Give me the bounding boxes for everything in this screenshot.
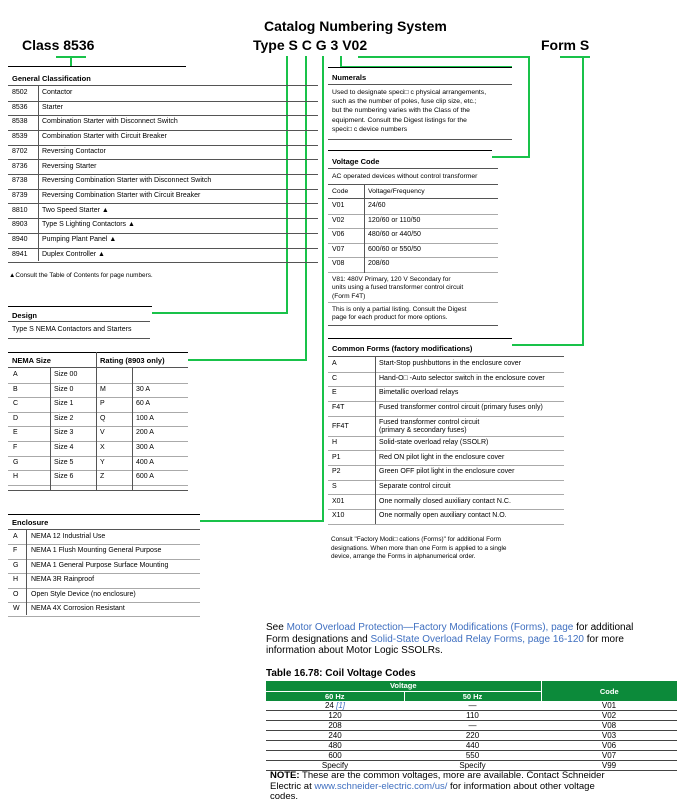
- general-note: ▲Consult the Table of Contents for page numbers.: [9, 272, 153, 279]
- rating-value: 30 A: [136, 385, 151, 393]
- coil-code-head: Code: [541, 681, 677, 701]
- class-desc: Pumping Plant Panel ▲: [42, 236, 117, 243]
- voltage-value: 120/60 or 110/50: [368, 216, 421, 224]
- row-divider: [328, 416, 564, 417]
- row-divider: [328, 436, 564, 437]
- row-divider: [328, 509, 564, 510]
- enclosure-top-rule: [8, 514, 200, 515]
- nema-code: F: [13, 444, 18, 451]
- schneider-website-link[interactable]: www.schneider-electric.com/us/: [314, 780, 448, 792]
- coil-50hz: 440: [404, 741, 541, 751]
- row-divider: [328, 272, 498, 273]
- enclosure-desc: NEMA 4X Corrosion Resistant: [31, 605, 125, 612]
- voltage-code: V07: [332, 245, 345, 253]
- class-code: 8702: [12, 147, 28, 155]
- class-code: 8539: [12, 133, 28, 141]
- coil-row: [266, 761, 677, 771]
- coil-note: [270, 771, 678, 803]
- row-divider: [8, 174, 318, 175]
- connector-c-v: [305, 56, 307, 361]
- voltage-code: V06: [332, 231, 345, 239]
- coil-row: [266, 721, 677, 731]
- coil-50hz: 110: [404, 711, 541, 721]
- class-desc: Reversing Starter: [42, 162, 97, 170]
- form-code: E: [332, 389, 337, 397]
- coil-voltage-head: Voltage: [266, 681, 541, 691]
- form-desc: Start-Stop pushbuttons in the enclosure cover: [379, 360, 522, 367]
- class-desc: Reversing Contactor: [42, 147, 106, 155]
- coil-60hz: 480: [266, 741, 404, 751]
- voltage-col-voltage: Voltage/Frequency: [368, 188, 425, 195]
- connector-class-v: [70, 56, 72, 66]
- nema-size: Size 6: [54, 473, 74, 481]
- nema-size: Size 4: [54, 444, 74, 451]
- row-divider: [328, 302, 498, 303]
- row-divider: [328, 228, 498, 229]
- voltage-subheading: AC operated devices without control transformer: [332, 173, 478, 180]
- enclosure-code: H: [13, 576, 19, 584]
- enclosure-desc: NEMA 1 Flush Mounting General Purpose: [31, 547, 162, 555]
- class-code: 8739: [12, 191, 28, 199]
- coil-60hz: 24 [1]: [266, 701, 404, 711]
- coil-50hz: —: [404, 721, 541, 731]
- forms-note-line: device, arrange the Forms in alphanumerical order.: [331, 553, 476, 561]
- row-divider: [8, 203, 318, 204]
- rating-code: Z: [100, 473, 105, 481]
- nema-heading: NEMA Size: [12, 356, 51, 365]
- form-code: S: [332, 482, 337, 490]
- connector-v02-h3: [492, 156, 530, 158]
- row-divider: [328, 450, 564, 451]
- forms-top-rule: [328, 338, 512, 339]
- form-desc: One normally open auxiliary contact N.O.: [379, 512, 507, 520]
- nema-code: H: [13, 473, 19, 481]
- form-desc: Fused transformer control circuit: [379, 418, 480, 426]
- rating-code: Y: [100, 458, 105, 466]
- class-desc: Type S Lighting Contactors ▲: [42, 221, 135, 229]
- voltage-code: V02: [332, 216, 345, 224]
- general-top-rule: [8, 66, 186, 67]
- class-desc: Reversing Combination Starter with Disconnect Switch: [42, 177, 212, 185]
- rating-code: P: [100, 400, 105, 408]
- column-divider: [38, 85, 39, 261]
- coil-note-text: These are the common voltages, more are available. Contact Schneider: [299, 770, 605, 781]
- see-also-paragraph: [266, 622, 676, 657]
- rating-value: 600 A: [136, 473, 154, 481]
- numerals-line: but the numbering varies with the Class of the: [332, 107, 470, 115]
- nema-code: E: [13, 429, 18, 437]
- row-divider: [8, 559, 200, 560]
- nema-size: Size 2: [54, 414, 74, 422]
- coil-row: [266, 741, 677, 751]
- row-divider: [328, 214, 498, 215]
- rating-value: 60 A: [136, 400, 151, 408]
- form-code: FF4T: [332, 422, 349, 430]
- coil-50hz-head: 50 Hz: [404, 691, 541, 701]
- row-divider: [8, 383, 188, 384]
- coil-code: V01: [541, 701, 677, 711]
- class-desc: Starter: [42, 103, 64, 111]
- voltage-note-line: This is only a partial listing. Consult the Digest: [332, 306, 467, 313]
- form-code: A: [332, 360, 337, 367]
- enclosure-code: W: [13, 605, 20, 612]
- nema-size: Size 0: [54, 385, 74, 393]
- voltage-value: 480/60 or 440/50: [368, 231, 421, 239]
- nema-code: C: [13, 400, 19, 408]
- column-divider: [375, 356, 376, 524]
- voltage-code: V08: [332, 260, 345, 268]
- nema-code: B: [13, 385, 18, 393]
- column-divider: [50, 367, 51, 490]
- connector-g-v: [322, 56, 324, 522]
- enclosure-desc: Open Style Device (no enclosure): [31, 590, 136, 598]
- row-divider: [8, 248, 318, 249]
- class-code: 8536: [12, 103, 28, 111]
- row-divider: [8, 145, 318, 146]
- row-divider: [8, 397, 188, 398]
- nema-size: Size 1: [54, 400, 74, 408]
- voltage-value: 208/60: [368, 260, 390, 268]
- ssolr-forms-link[interactable]: Solid-State Overload Relay Forms, page 16-120: [370, 633, 584, 645]
- coil-60hz: Specify: [266, 761, 404, 771]
- connector-form-v: [582, 56, 584, 346]
- row-divider: [8, 262, 318, 263]
- rating-code: Q: [100, 414, 106, 422]
- see-also-text-5: information about Motor Logic SSOLRs.: [266, 645, 443, 656]
- rating-code: V: [100, 429, 105, 437]
- numerals-heading: Numerals: [332, 73, 367, 82]
- row-divider: [8, 101, 318, 102]
- row-divider: [8, 233, 318, 234]
- rating-code: X: [100, 444, 105, 451]
- row-divider: [8, 588, 200, 589]
- connector-3-v: [340, 56, 342, 66]
- forms-note-line: designations. When more than one Form is applied to a single: [331, 544, 507, 552]
- row-divider: [8, 130, 318, 131]
- numerals-line: speci□ c device numbers: [332, 125, 408, 133]
- coil-code: V06: [541, 741, 677, 751]
- connector-g-h: [200, 520, 324, 522]
- voltage-note-line: (Form F4T): [332, 292, 366, 300]
- footnote-ref[interactable]: [1]: [336, 701, 346, 710]
- coil-table-title: Table 16.78: Coil Voltage Codes: [266, 668, 416, 679]
- form-code: F4T: [332, 404, 345, 412]
- class-desc: Two Speed Starter ▲: [42, 206, 109, 214]
- connector-s-v: [286, 56, 288, 314]
- forms-heading: Common Forms (factory modifications): [332, 344, 473, 353]
- column-divider: [132, 367, 133, 490]
- nema-code: D: [13, 414, 19, 422]
- nema-size: Size 3: [54, 429, 74, 437]
- enclosure-desc: NEMA 3R Rainproof: [31, 576, 95, 584]
- class-code: 8736: [12, 162, 28, 170]
- form-code: P1: [332, 453, 341, 461]
- row-divider: [8, 616, 200, 617]
- form-desc: Separate control circuit: [379, 482, 451, 490]
- numerals-line: Used to designate speci□ c physical arrangements,: [332, 89, 487, 96]
- coil-row: [266, 731, 677, 741]
- rating-value: 300 A: [136, 444, 154, 451]
- design-text: Type S NEMA Contactors and Starters: [12, 326, 132, 333]
- row-divider: [8, 470, 188, 471]
- numerals-line: such as the number of poles, fuse clip size, etc.;: [332, 98, 477, 106]
- see-also-text-2: for additional: [573, 622, 634, 633]
- class-code: 8940: [12, 236, 28, 243]
- coil-50hz: Specify: [404, 761, 541, 771]
- class-code: 8810: [12, 206, 28, 214]
- coil-code: V02: [541, 711, 677, 721]
- nema-size: Size 00: [54, 371, 78, 378]
- enclosure-desc: NEMA 12 Industrial Use: [31, 533, 106, 540]
- type-label: Type S C G 3 V02: [253, 37, 368, 53]
- voltage-note-line: units using a fused transformer control circuit: [332, 284, 464, 292]
- rating-value: 100 A: [136, 414, 154, 422]
- row-divider: [328, 480, 564, 481]
- voltage-note-line: V81: 480V Primary, 120 V Secondary for: [332, 276, 451, 283]
- row-divider: [8, 159, 318, 160]
- row-divider: [8, 602, 200, 603]
- voltage-value: 24/60: [368, 202, 386, 209]
- page-title: Catalog Numbering System: [264, 18, 447, 34]
- row-divider: [328, 524, 564, 525]
- form-code: H: [332, 438, 338, 446]
- coil-row: [266, 711, 677, 721]
- class-code: 8738: [12, 177, 28, 185]
- row-divider: [328, 243, 498, 244]
- class-code: 8903: [12, 221, 28, 229]
- voltage-code: V01: [332, 202, 345, 209]
- coil-code: V08: [541, 721, 677, 731]
- voltage-heading: Voltage Code: [332, 157, 380, 166]
- rating-code: M: [100, 385, 106, 393]
- form-desc: Solid-state overload relay (SSOLR): [379, 438, 489, 446]
- row-divider: [8, 544, 200, 545]
- enclosure-code: F: [13, 547, 18, 555]
- forms-note-line: Consult "Factory Modi□ cations (Forms)" for additional Form: [331, 536, 501, 543]
- see-also-text-1: See: [266, 622, 287, 633]
- coil-code: V99: [541, 761, 677, 771]
- nema-top-rule: [8, 352, 188, 353]
- row-divider: [328, 257, 498, 258]
- row-divider: [328, 386, 564, 387]
- form-desc: Hand-O□ -Auto selector switch in the enclosure cover: [379, 374, 545, 382]
- class-code: 8941: [12, 250, 28, 258]
- class-desc: Combination Starter with Circuit Breaker: [42, 133, 167, 141]
- form-desc: Bimetallic overload relays: [379, 389, 459, 397]
- see-also-text-4: for more: [583, 633, 624, 645]
- numerals-line: equipment. Consult the Digest listings for the: [332, 116, 467, 124]
- coil-row: [266, 701, 677, 711]
- enclosure-code: O: [13, 590, 19, 598]
- connector-v02-v: [528, 56, 530, 158]
- nema-size: Size 5: [54, 458, 74, 466]
- coil-note-text-4: codes.: [270, 791, 298, 803]
- voltage-value: 600/60 or 550/50: [368, 245, 421, 253]
- nema-code: G: [13, 458, 19, 466]
- coil-row: [266, 751, 677, 761]
- coil-60hz: 600: [266, 751, 404, 761]
- form-desc: Red ON pilot light in the enclosure cover: [379, 453, 505, 461]
- enclosure-heading: Enclosure: [12, 518, 49, 527]
- form-code: X01: [332, 497, 345, 505]
- row-divider: [8, 456, 188, 457]
- rating-value: 200 A: [136, 429, 154, 437]
- coil-60hz: 208: [266, 721, 404, 731]
- row-divider: [8, 412, 188, 413]
- row-divider: [8, 573, 200, 574]
- form-desc: Green OFF pilot light in the enclosure cover: [379, 468, 515, 476]
- column-divider: [364, 184, 365, 273]
- form-desc: One normally closed auxiliary contact N.C.: [379, 497, 511, 505]
- rating-heading: Rating (8903 only): [100, 356, 165, 365]
- voltage-col-code: Code: [332, 188, 349, 195]
- see-also-text-3: Form designations and: [266, 633, 371, 645]
- row-divider: [328, 465, 564, 466]
- coil-60hz: 240: [266, 731, 404, 741]
- enclosure-code: G: [13, 561, 19, 569]
- row-divider: [328, 401, 564, 402]
- voltage-note-line: page for each product for more options.: [332, 314, 448, 322]
- coil-50hz: 220: [404, 731, 541, 741]
- row-divider: [8, 218, 318, 219]
- general-heading: General Classification: [12, 74, 91, 83]
- coil-code: V07: [541, 751, 677, 761]
- voltage-top-rule: [328, 150, 492, 151]
- column-divider: [96, 352, 97, 490]
- rating-value: 400 A: [136, 458, 154, 466]
- connector-form-h: [560, 56, 590, 58]
- form-desc: (primary & secondary fuses): [379, 426, 467, 434]
- class-label: Class 8536: [22, 37, 95, 53]
- row-divider: [8, 115, 318, 116]
- class-desc: Contactor: [42, 89, 73, 96]
- connector-form-h2: [512, 344, 584, 346]
- connector-c-h: [188, 359, 307, 361]
- row-divider: [328, 494, 564, 495]
- connector-v02-h2: [372, 56, 530, 58]
- form-desc: Fused transformer control circuit (primary fuses only): [379, 404, 543, 412]
- row-divider: [8, 441, 188, 442]
- row-divider: [328, 372, 564, 373]
- form-code: P2: [332, 468, 341, 476]
- nema-code: A: [13, 371, 18, 378]
- form-code: X10: [332, 512, 345, 520]
- connector-s-h: [152, 312, 288, 314]
- motor-overload-link[interactable]: Motor Overload Protection—Factory Modifications (Forms), page: [286, 622, 574, 633]
- coil-code: V03: [541, 731, 677, 741]
- form-label: Form S: [541, 37, 590, 53]
- coil-60hz-head: 60 Hz: [266, 691, 404, 701]
- design-top-rule: [8, 306, 152, 307]
- class-code: 8502: [12, 89, 28, 96]
- enclosure-code: A: [13, 533, 18, 540]
- coil-voltage-table: [266, 681, 677, 771]
- class-desc: Duplex Controller ▲: [42, 250, 105, 258]
- coil-50hz: —: [404, 701, 541, 711]
- class-desc: Reversing Combination Starter with Circuit Breaker: [42, 191, 201, 199]
- coil-note-text-3: for information about other voltage: [447, 780, 595, 792]
- class-code: 8538: [12, 118, 28, 126]
- form-code: C: [332, 374, 338, 382]
- row-divider: [8, 426, 188, 427]
- coil-50hz: 550: [404, 751, 541, 761]
- class-desc: Combination Starter with Disconnect Switch: [42, 118, 178, 126]
- enclosure-desc: NEMA 1 General Purpose Surface Mounting: [31, 561, 169, 569]
- design-heading: Design: [12, 311, 38, 320]
- coil-note-text-2: Electric at: [270, 780, 315, 792]
- coil-60hz: 120: [266, 711, 404, 721]
- row-divider: [8, 485, 188, 486]
- coil-note-label: NOTE:: [270, 770, 300, 781]
- row-divider: [8, 189, 318, 190]
- column-divider: [26, 529, 27, 615]
- numerals-top-rule: [328, 67, 512, 68]
